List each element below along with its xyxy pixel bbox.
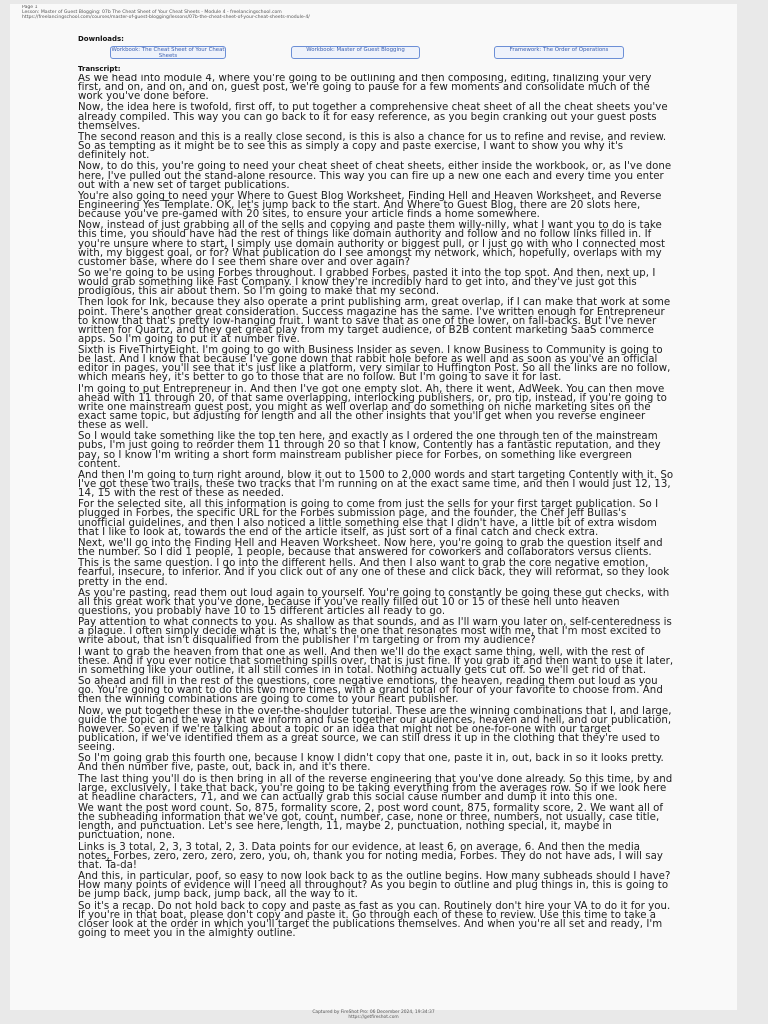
header-page-number: Page 1 [22,5,38,10]
header-lesson-title: Lesson: Master of Guest Blogging: 07b The Cheat Sheet of Your Cheat Sheets - Module 4 - freelancingschool.com [22,10,282,15]
page-header [22,5,722,20]
transcript-paragraph: For the selected site, all this information is going to come from just the sells for your first target publication. So I plugged in Forbes, the specific URL for the Forbes submission page, and the founder, the Chef Jeff Bullas's unofficial guidelines, and then I also noticed a little something else that I didn't have, a little bit of extra wisdom that I like to look at, towards the end of the article itself, as just sort of a final catch and check extra. [78,499,659,538]
transcript-paragraph: This is the same question. I go into the different hells. And then I also want to grab the core negative emotion, fearful, insecure, to inferior. And if you click out of any one of these and click back, they will reformat, so they look pretty in the end. [78,558,670,588]
transcript-paragraph: So I'm going grab this fourth one, because I know I didn't copy that one, paste it in, out, back in so it looks pretty. And then number five, paste, out, back in, and it's there. [78,753,664,774]
transcript-paragraph: We want the post word count. So, 875, formality score, 2, post word count, 875, formality score, 2. We want all of the subheading information that we've got, count, number, case, none or three, numbers, not usually, case title, length, and punctuation. Let's see here, length, 11, maybe 2, punctuation, nothing special, it, maybe in punctuation, none. [78,803,664,842]
transcript-paragraph: And then I'm going to turn right around, blow it out to 1500 to 2,000 words and start targeting Contently with it. So I've got these two trails, these two tracks that I'm running on at the exact same time, and then I would just 12, 13, 14, 15 with the rest of these as needed. [78,469,674,500]
transcript-paragraph: As you're pasting, read them out loud again to yourself. You're going to constantly be going these gut checks, with all this great work that you've done, because if you've really filled out 10 or 15 of these hell unto heaven questions, you probably have 10 to 15 different articles all ready to go. [78,587,670,617]
transcript-paragraph: Now, we put together these in the over-the-shoulder tutorial. These are the winning combinations that I, and large, guide the topic and the way that we inform and fuse together our audiences, heaven and hell, and our publication, however. So even if we're talking about a topic or an idea that might not be one-for-one with our target publication, if we've identified them as a great source, we can still dress it up in the clothing that they're used to seeing. [78,705,672,754]
transcript-paragraph: So I would take something like the top ten here, and exactly as I ordered the one through ten of the mainstream pubs, I'm just going to reorder them 11 through 20 so that I know, Contently has a fantastic reputation, and they pay, so I know I'm writing a short form mainstream publisher piece for Forbes, on something like evergreen content. [78,431,661,470]
transcript-paragraph: Links is 3 total, 2, 3, 3 total, 2, 3. Data points for our evidence, at least 6, on average, 6. And then the media notes, Forbes, zero, zero, zero, zero, you, oh, thank you for noting media, Forbes. They do not have ads, I will say that. Ta-da! [78,841,663,871]
page-footer [10,1010,737,1020]
transcript-body [78,74,674,992]
downloads-label: Downloads: [78,35,124,43]
transcript-paragraph: I'm going to put Entrepreneur in. And then I've got one empty slot. Ah, there it went, AdWeek. You can then move ahead with 11 through 20, of that same overlapping, interlocking publishers, or, pro tip, instead, if you're going to write one mainstream guest post, you might as well overlap and do something on niche marketing sites on the exact same topic, but adjusting for length and all the other insights that you'll get when you reverse engineer these as well. [78,383,667,432]
footer-capture-note: Captured by FireShot Pro: 06 December 2024, 19:34:37 [312,1010,435,1015]
transcript-paragraph: I want to grab the heaven from that one as well. And then we'll do the exact same thing, well, with the rest of these. And if you ever notice that something spills over, that is just fine. If you grab it and then want to use it later, in something like your outline, it all still comes in in total. Nothing actually gets cut off. So we'll get rid of that. [78,646,674,676]
transcript-paragraph: Then look for Ink, because they also operate a print publishing arm, great overlap, if I can make that work at some point. There's another great consideration. Success magazine has the same. I've written enough for Entrepreneur to know that that's pretty low-hanging fruit. I want to save that as one of the lower, on fall-backs. But I've never written for Quartz, and they get great play from my target audience, of B2B content marketing SaaS commerce apps. So I'm going to put it at number five. [78,297,671,345]
transcript-paragraph: The second reason and this is a really close second, is this is also a chance for us to refine and revise, and review. So as tempting as it might be to see this as simply a copy and paste exercise, I want to show you why it's definitely not. [78,131,667,162]
transcript-paragraph: Now, to do this, you're going to need your cheat sheet of cheat sheets, either inside the workbook, or, as I've done here, I've pulled out the stand-alone resource. This way you can fire up a new one each and every time you enter out with a new set of target publications. [78,161,672,191]
transcript-paragraph: You're also going to need your Where to Guest Blog Worksheet, Finding Hell and Heaven Worksheet, and Reverse Engineering Yes Template. OK, let's jump back to the start. And Where to Guest Blog, there are 20 slots here, because you've pre-gamed with 20 sites, to ensure your article finds a home somewhere. [78,190,662,221]
download-order-of-operations-button[interactable]: Framework: The Order of Operations [494,46,624,59]
header-url: https://freelancingschool.com/courses/master-of-guest-blogging/lessons/07b-the-cheat-sheet-of-your-cheat-sheets-module-4/ [22,15,310,20]
transcript-paragraph: And this, in particular, poof, so easy to now look back to as the outline begins. How many subheads should I have? How many points of evidence will I need all throughout? As you begin to outline and plug things in, this is going to be jump back, jump back, jump back, all the way to it. [78,871,671,901]
transcript-paragraph: Sixth is FiveThirtyEight. I'm going to go with Business Insider as seven. I know Business to Community is going to be last. And I know that because I've gone down that rabbit hole before as well and as soon as you've an official editor in pages, you'll see that it's just like a platform, very similar to Huffington Post. So all the links are no follow, which means hey, it's better to go to those that are no follow. But I'm going to save it for last. [78,345,671,384]
document-page [10,4,737,1020]
transcript-paragraph: So ahead and fill in the rest of the questions, core negative emotions, the heaven, reading them out loud as you go. You're going to want to do this two more times, with a grand total of four of your favorite to choose from. And then the winning combinations are going to come to your heart publisher. [78,676,663,706]
transcript-paragraph: So we're going to be using Forbes throughout. I grabbed Forbes, pasted it into the top spot. And then, next up, I would grab something like Fast Company. I know they're incredibly hard to get into, and they've just got this prodigious, this air about them. So I'm going to make that my second. [78,268,656,298]
transcript-paragraph: Now, instead of just grabbing all of the sells and copying and paste them willy-nilly, what I want you to do is take this time, you should have had the rest of things like domain authority and follow and no follow links filled in. If you're unsure where to start, I simply use domain authority or biggest pull, or I just go with who I connected most with, my biggest goal, or for? What publication do I see amongst my network, which, hopefully, overlaps with my customer base, where do I see them share over and over again? [78,220,666,268]
download-cheat-sheet-button[interactable]: Workbook: The Cheat Sheet of Your Cheat Sheets [111,47,225,59]
download-master-guest-blogging-button[interactable]: Workbook: Master of Guest Blogging [291,46,420,59]
transcript-label: Transcript: [78,65,121,73]
transcript-paragraph: Now, the idea here is twofold, first off, to put together a comprehensive cheat sheet of all the cheat sheets you've already compiled. This way you can go back to it for easy reference, as you begin cranking out your guest posts themselves. [78,102,668,132]
transcript-paragraph: Next, we'll go into the Finding Hell and Heaven Worksheet. Now here, you're going to grab the question itself and the number. So I did 1 people, 1 people, because that answered for coworkers and collaborators versus clients. [78,537,663,559]
footer-url: https://getfireshot.com [348,1015,399,1020]
transcript-paragraph: So it's a recap. Do not hold back to copy and paste as fast as you can. Routinely don't hire your VA to do it for you. If you're in that boat, please don't copy and paste it. Go through each of these to review. Use this time to take a closer look at the order in which you'll target the publications themselves. And when you're all set and ready, I'm going to meet you in the almighty outline. [78,900,671,939]
transcript-paragraph: Pay attention to what connects to you. As shallow as that sounds, and as I'll warn you later on, self-centeredness is a plague. I often simply decide what is the, what's the one that resonates most with me, that I'm most excited to write about, that isn't disqualified from the publisher I'm targeting or from my audience? [78,617,672,647]
transcript-paragraph: The last thing you'll do is then bring in all of the reverse engineering that you've done already. So this time, by and large, exclusively, I take that back, you're going to be taking everything from the averages row. So if we look here at headline characters, 71, and we can actually grab this social cause number and dump it into this one. [78,773,673,803]
transcript-paragraph: As we head into module 4, where you're going to be outlining and then composing, editing, finalizing your very first, and on, and on, and on, guest post, we're going to pause for a few moments and consolidate much of the work you've done before. [78,74,652,103]
